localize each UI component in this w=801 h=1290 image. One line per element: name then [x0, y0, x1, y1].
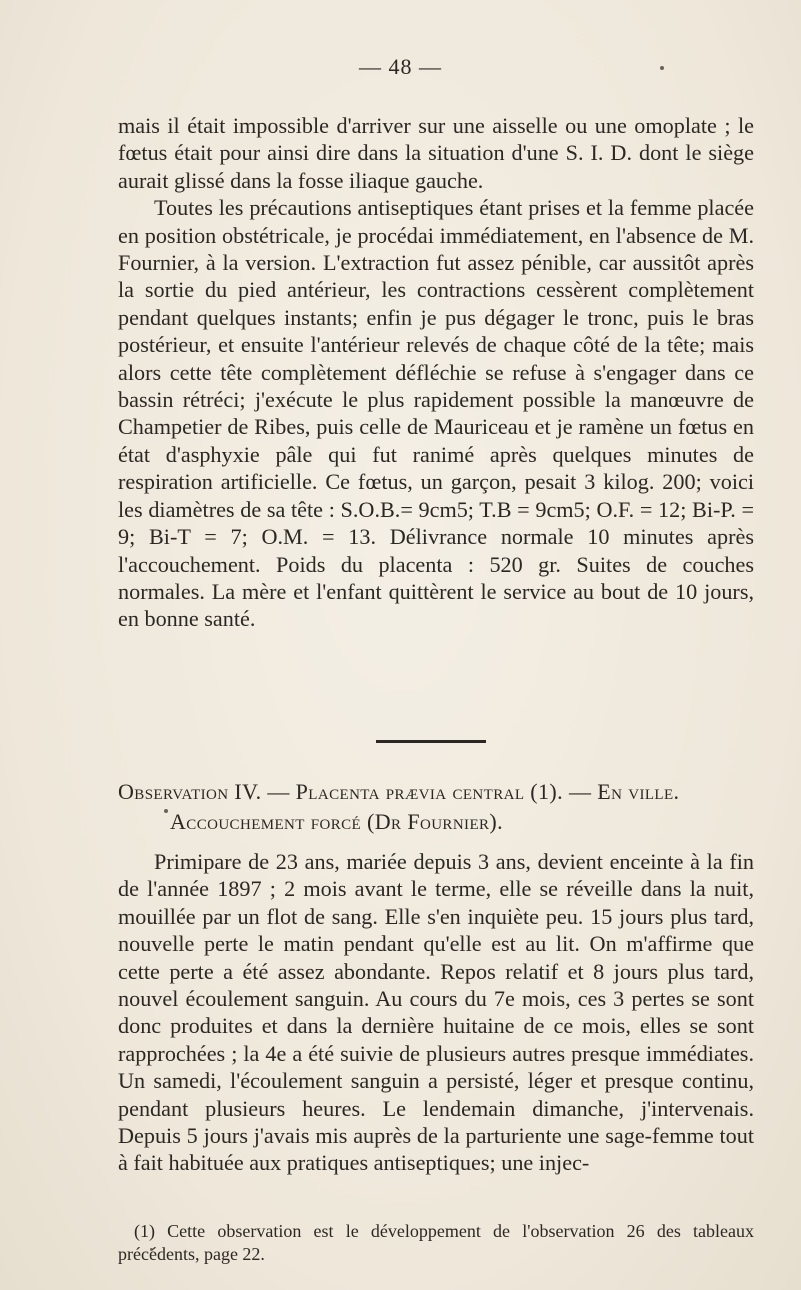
page-number: — 48 — — [359, 54, 442, 79]
paragraph: Toutes les précautions antiseptiques étant prises et la femme placée en position obstétricale, je procédai immédiatement, en l'absence de M. Fournier, à la version. L'extraction fut assez pénible, car aussitôt après la sortie du pied antérieur, les contractions cessèrent complètement pendant quelques instants; enfin je pus dégager le tronc, puis le bras postérieur, et ensuite l'antérieur relevés de chaque côté de la tête; mais alors cette tête complètement défléchie se refuse à s'engager dans ce bassin rétréci; j'exécute le plus rapidement possible la manœuvre de Champetier de Ribes, puis celle de Mauriceau et je ramène un fœtus en état d'asphyxie pâle qui fut ranimé après quelques minutes de respiration artificielle. Ce fœtus, un garçon, pesait 3 kilog. 200; voici les diamètres de sa tête : S.O.B.= 9cm5; T.B = 9cm5; O.F. = 12; Bi-P. = 9; Bi-T = 7; O.M. = 13. Délivrance normale 10 minutes après l'accouchement. Poids du placenta : 520 gr. Suites de couches normales. La mère et l'enfant quittèrent le service au bout de 10 jours, en bonne santé. — [118, 195, 754, 632]
observation-title: Observation IV. — Placenta prævia central (1). — En ville. — [118, 779, 680, 804]
footnote — [118, 1220, 754, 1266]
continued-text-section — [118, 112, 754, 633]
footnote-text: (1) Cette observation est le développement de l'observation 26 des tableaux précédents, page 22. — [118, 1221, 754, 1264]
ink-speck — [660, 66, 664, 70]
observation-heading — [118, 777, 768, 837]
observation-text-section — [118, 848, 754, 1177]
paragraph: mais il était impossible d'arriver sur une aisselle ou une omoplate ; le fœtus était pour ainsi dire dans la situation d'une S. I. D. dont le siège aurait glissé dans la fosse iliaque gauche. — [118, 113, 754, 193]
paragraph: Primipare de 23 ans, mariée depuis 3 ans, devient enceinte à la fin de l'année 1897 ; 2 mois avant le terme, elle se réveille dans la nuit, mouillée par un flot de sang. Elle s'en inquiète peu. 15 jours plus tard, nouvelle perte le matin pendant qu'elle est au lit. On m'affirme que cette perte a été assez abondante. Repos relatif et 8 jours plus tard, nouvel écoulement sanguin. Au cours du 7e mois, ces 3 pertes se sont donc produites et dans la dernière huitaine de ce mois, elles se sont rapprochées ; la 4e a été suivie de plusieurs autres presque immédiates. Un samedi, l'écoulement sanguin a persisté, léger et presque continu, pendant plusieurs heures. Le lendemain dimanche, j'intervenais. Depuis 5 jours j'avais mis auprès de la parturiente une sage-femme tout à fait habituée aux pratiques antiseptiques; une injec- — [118, 849, 754, 1176]
section-divider — [376, 740, 486, 743]
observation-subtitle: Accouchement forcé (Dr Fournier). — [170, 809, 504, 834]
